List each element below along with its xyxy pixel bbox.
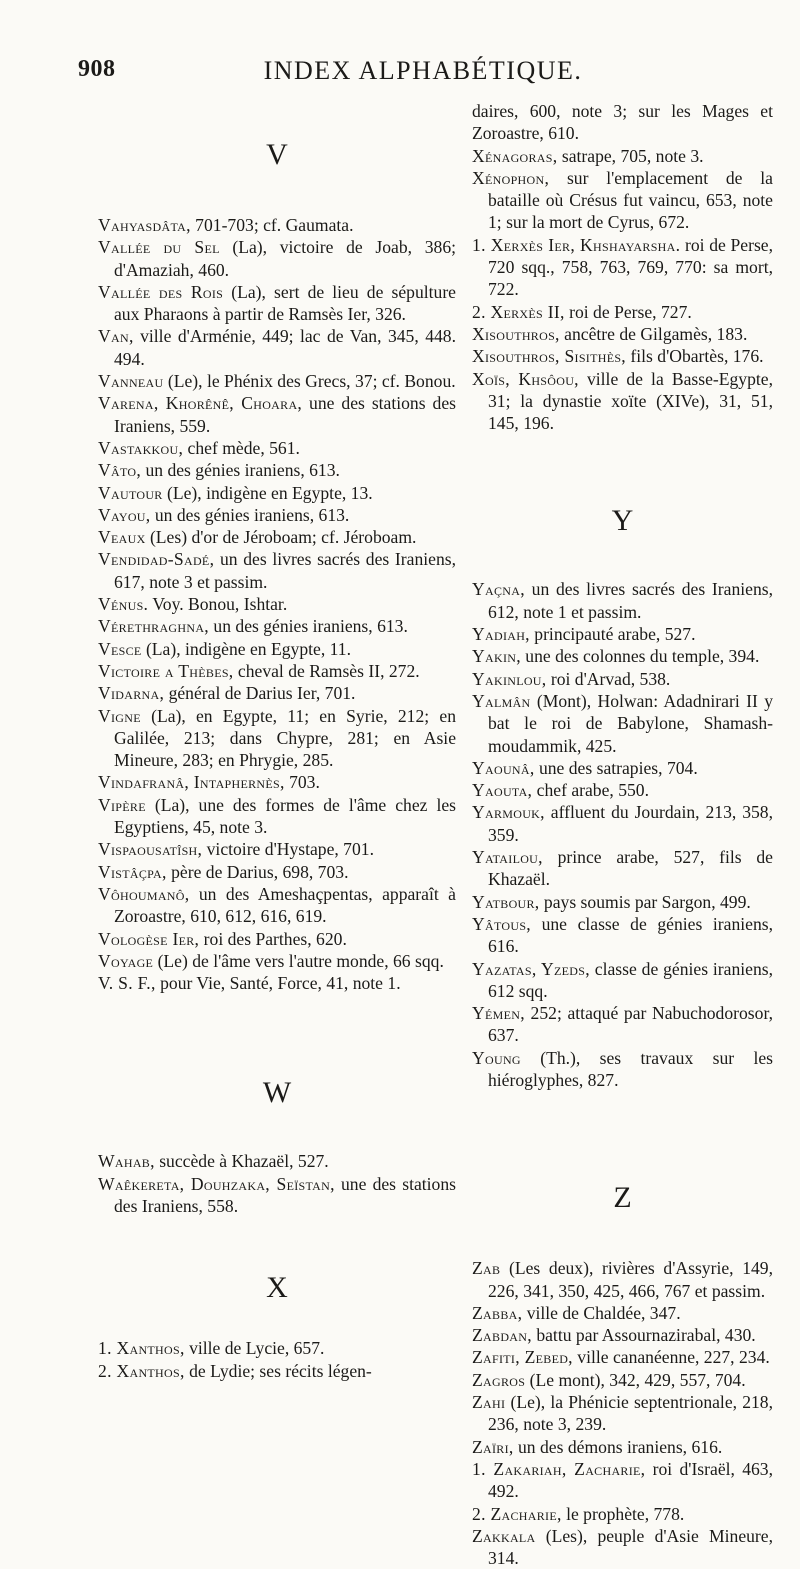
entry-headword: Voyage [98,950,154,971]
entry-headword: Waêkereta, Douhzaka, Seïstan, [98,1173,335,1194]
entry-headword: Xénagoras, [472,145,558,166]
running-title: INDEX ALPHABÉTIQUE. [263,56,583,85]
entry-text: un des génies iraniens, 613. [150,504,350,525]
index-entry [472,145,773,167]
entry-text: (La), sert de lieu de sépulture aux Pharaons à partir de Ramsès Ier, 326. [114,281,456,325]
entry-text: ville de Lycie, 657. [184,1338,325,1359]
index-entry [98,638,456,660]
entry-text: roi d'Arvad, 538. [546,668,671,689]
entry-headword: Vallée du Sel [98,237,220,258]
entry-headword: Yazatas, Yzeds, [472,958,590,979]
entry-headword: Xénophon, [472,167,550,188]
entry-text: ville de la Basse-Egypte, 31; la dynastie xoïte (XIVe), 31, 51, 145, 196. [488,368,773,434]
index-entry [98,838,456,860]
entry-headword: Young [472,1047,521,1068]
entry-headword: Zab [472,1258,501,1279]
index-entry [98,548,456,593]
entry-headword: Yalmân [472,690,531,711]
entry-headword: Vautour [98,482,163,503]
entry-text: sur l'emplacement de la bataille où Crésus fut vaincu, 653, note 1; sur la mort de Cyrus, 672. [488,167,773,233]
index-entry [98,972,456,994]
entry-text: (La), victoire de Joab, 386; d'Amaziah, 460. [114,237,457,280]
entry-headword: Vistâçpa, [98,861,167,882]
index-entry [472,1257,773,1302]
index-entry [472,913,773,958]
entry-headword: 2. Zacharie, [472,1503,562,1524]
entry-headword: Xisouthros, [472,323,560,344]
entry-text: prince arabe, 527, fils de Khazaël. [488,847,773,890]
index-entry [98,928,456,950]
index-entry [472,1525,773,1569]
index-entry [472,368,773,435]
index-entry [98,771,456,793]
index-entry [98,236,456,281]
entry-text: un des livres sacrés des Iraniens, 617, note 3 et passim. [114,549,456,592]
right-column [472,100,773,1569]
entry-text: (Le) de l'âme vers l'autre monde, 66 sqq. [153,950,444,971]
index-entry [98,615,456,637]
index-entry [472,345,773,367]
entry-headword: Zahi [472,1392,506,1413]
entry-text: pays soumis par Sargon, 499. [539,891,751,912]
index-entry [472,167,773,234]
entry-text: cheval de Ramsès II, 272. [233,660,420,681]
section-letter-w: W [262,1076,292,1110]
entry-headword: Vispaousatîsh, [98,839,203,860]
entry-headword: Vidarna, [98,683,165,704]
entry-headword: Zabba, [472,1302,523,1323]
entry-headword: Zabdan, [472,1325,532,1346]
entry-text: (Le mont), 342, 429, 557, 704. [525,1369,746,1390]
index-entry [98,459,456,481]
entry-headword: Yakinlou, [472,668,547,689]
entry-text: un des génies iraniens, 613. [141,460,340,481]
index-entry [98,682,456,704]
entry-text: ville d'Arménie, 449; lac de Van, 345, 448. 494. [114,326,456,369]
index-entry [98,526,456,548]
entry-text: (La), en Egypte, 11; en Syrie, 212; en Galilée, 213; dans Chypre, 281; en Asie Mineure, 283; en Phrygie, 285. [114,705,456,771]
index-entry [98,593,456,615]
entry-text: (Les) d'or de Jéroboam; cf. Jéroboam. [145,527,417,548]
entry-headword: Vâto, [98,460,142,481]
entry-headword: Yakin, [472,646,521,667]
entry-headword: Zakkala [472,1525,536,1546]
entry-headword: Vindafranâ, Intaphernès, [98,772,285,793]
index-entry [472,1346,773,1368]
page-number: 908 [78,56,116,82]
entry-text: fils d'Obartès, 176. [626,346,764,367]
entry-headword: 1. Xerxès Ier, Khshayarsha. [472,234,681,255]
entry-headword: Yâtous, [472,913,531,934]
entry-text: ville de Chaldée, 347. [522,1302,681,1323]
index-entry [472,234,773,301]
entry-text: le prophète, 778. [561,1503,685,1524]
index-entry [98,705,456,772]
entry-headword: Yaçna, [472,579,525,600]
index-entry [98,437,456,459]
index-entry [472,846,773,891]
index-entry [472,623,773,645]
index-entry [98,370,456,392]
entry-headword: Yadiah, [472,624,530,645]
entry-text: succède à Khazaël, 527. [154,1151,329,1172]
index-entry [472,578,773,623]
entry-text: un des génies iraniens, 613. [209,616,408,637]
index-entry [472,1047,773,1092]
index-entry [472,668,773,690]
entry-text: chef mède, 561. [183,437,300,458]
index-entry [472,690,773,757]
entry-headword: Vipère [98,794,146,815]
entry-text: classe de génies iraniens, 612 sqq. [488,958,773,1001]
entry-text: une des satrapies, 704. [534,757,698,778]
index-entry [98,325,456,370]
entry-headword: Vahyasdâta, [98,215,191,235]
entry-headword: Xisouthros, Sisithès, [472,346,626,367]
index-entry [472,1436,773,1458]
page-header [78,56,768,96]
entry-text: une classe de génies iraniens, 616. [488,913,773,957]
entry-text: roi de Perse, 727. [564,301,692,322]
index-entry [472,1302,773,1324]
entry-text: (Les deux), rivières d'Assyrie, 149, 226, 341, 350, 425, 466, 767 et passim. [488,1258,773,1301]
entry-text: (La), indigène en Egypte, 11. [141,638,351,659]
index-entry [472,779,773,801]
entry-headword: Victoire a Thèbes, [98,660,234,681]
index-entry [472,645,773,667]
entry-text: général de Darius Ier, 701. [164,683,356,704]
entry-headword: Yaounâ, [472,757,535,778]
entry-headword: Yarmouk, [472,802,545,823]
entry-headword: Yatailou, [472,847,543,868]
entry-text: (Le), le Phénix des Grecs, 37; cf. Bonou. [163,371,456,392]
entry-text: ancêtre de Gilgamès, 183. [559,323,748,344]
entry-headword: Wahab, [98,1151,155,1172]
index-entry [98,1360,456,1382]
entry-text: un des Ameshaçpentas, apparaît à Zoroastre, 610, 612, 616, 619. [114,883,456,927]
entry-text: une des stations des Iraniens, 558. [114,1173,456,1216]
entry-headword: Vologèse Ier, [98,928,200,949]
entry-text: Voy. Bonou, Ishtar. [148,594,288,615]
entry-text: (Le), indigène en Egypte, 13. [162,482,373,503]
entry-text: 703. [284,772,320,793]
entry-headword: Vendidad-Sadé, [98,549,215,570]
index-entry [472,1503,773,1525]
entry-text: (Th.), ses travaux sur les hiéroglyphes, 827. [488,1047,773,1090]
entry-headword: Yémen, [472,1003,525,1024]
index-entry [98,861,456,883]
index-entry [98,504,456,526]
section-letter-v: V [266,138,288,171]
entry-headword: Yatbour, [472,891,540,912]
index-entry [472,323,773,345]
index-entry [472,1002,773,1047]
index-entry [472,757,773,779]
entry-text: 701-703; cf. Gaumata. [190,215,354,235]
index-entry [98,392,456,437]
section-letter-y: Y [611,504,634,538]
entry-headword: Vastakkou, [98,437,184,458]
entry-headword: Xoïs, Khsôou, [472,368,579,389]
entry-headword: Vallée des Rois [98,281,224,302]
entry-text: roi de Perse, 720 sqq., 758, 763, 769, 770: sa mort, 722. [488,234,773,300]
entry-headword: Vérethraghna, [98,616,209,637]
entry-text: principauté arabe, 527. [529,624,696,645]
entry-text: (Les), peuple d'Asie Mineure, 314. [488,1525,773,1569]
entry-text: une des stations des Iraniens, 559. [114,393,456,436]
index-entry [98,1173,456,1218]
index-entry [472,891,773,913]
entry-headword: Zafiti, Zebed, [472,1347,573,1368]
index-entry [472,1458,773,1503]
index-entry [98,660,456,682]
index-entry [472,100,773,145]
entry-text: daires, 600, note 3; sur les Mages et Zoroastre, 610. [472,101,773,144]
entry-text: (Le), la Phénicie septentrionale, 218, 236, note 3, 239. [488,1392,773,1435]
entry-headword: Vénus. [98,594,149,615]
entry-text: satrape, 705, note 3. [557,145,704,166]
entry-text: roi d'Israël, 463, 492. [488,1458,773,1502]
entry-headword: Yaouta, [472,780,533,801]
entry-text: affluent du Jourdain, 213, 358, 359. [488,802,773,845]
entry-text: père de Darius, 698, 703. [166,861,349,882]
section-letter-x: X [266,1271,288,1305]
entry-headword: Veaux [98,527,146,548]
index-entry [98,883,456,928]
entry-text: (Mont), Holwan: Adadnirari II y bat le roi de Babylone, Shamash-moudammik, 425. [488,690,773,756]
entry-text: (La), une des formes de l'âme chez les Egyptiens, 45, note 3. [114,794,456,838]
entry-text: un des livres sacrés des Iraniens, 612, note 1 et passim. [488,579,773,622]
entry-headword: Zagros [472,1369,526,1390]
index-entry [472,1369,773,1391]
entry-text: roi des Parthes, 620. [199,928,347,949]
index-entry [472,1391,773,1436]
entry-text: battu par Assournazirabal, 430. [531,1325,756,1346]
entry-headword: 1. Zakariah, Zacharie, [472,1458,646,1479]
entry-headword: Vanneau [98,371,164,392]
index-entry [98,1150,456,1172]
entry-headword: Vôhoumanô, [98,883,190,904]
entry-headword: 2. Xerxès II, [472,301,565,322]
entry-text: de Lydie; ses récits légen- [184,1360,372,1381]
index-entry [98,482,456,504]
entry-text: une des colonnes du temple, 394. [520,646,760,667]
index-entry [98,214,456,236]
entry-text: 252; attaqué par Nabuchodorosor, 637. [488,1003,773,1046]
entry-headword: Vigne [98,705,141,726]
index-entry [472,958,773,1003]
entry-headword: Van, [98,326,134,347]
entry-text: pour Vie, Santé, Force, 41, note 1. [155,973,401,994]
index-entry [472,1324,773,1346]
entry-text: ville cananéenne, 227, 234. [572,1347,770,1368]
entry-headword: Zaïri, [472,1436,514,1457]
index-entry [98,281,456,326]
entry-headword: Vesce [98,638,142,659]
entry-headword: Varena, Khorênê, Choara, [98,393,303,414]
left-column [98,100,456,1382]
entry-headword: Vayou, [98,504,151,525]
index-entry [472,801,773,846]
section-letter-z: Z [613,1181,632,1215]
entry-headword: V. S. F., [98,973,156,994]
entry-text: victoire d'Hystape, 701. [202,839,374,860]
index-entry [98,950,456,972]
index-entry [98,794,456,839]
index-entry [472,301,773,323]
index-entry [98,1337,456,1359]
entry-text: un des démons iraniens, 616. [513,1436,723,1457]
entry-text: chef arabe, 550. [532,780,649,801]
entry-headword: 1. Xanthos, [98,1338,185,1359]
entry-headword: 2. Xanthos, [98,1360,185,1381]
